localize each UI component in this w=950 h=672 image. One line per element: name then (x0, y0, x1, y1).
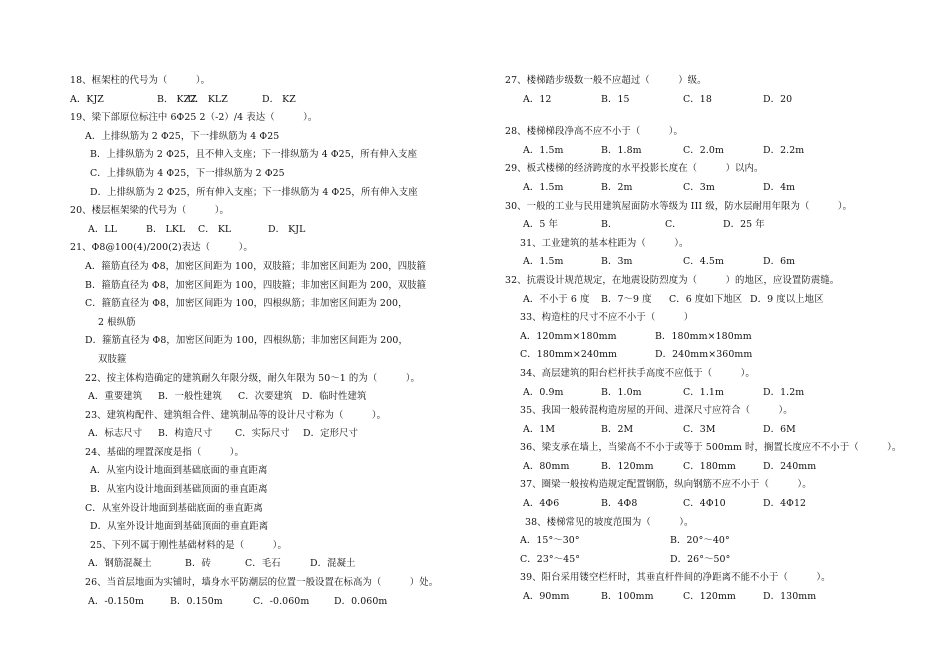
answer-option: B．15 (601, 93, 630, 105)
question-text: 24、基础的埋置深度是指（ ）。 (85, 446, 245, 458)
question-text: A．从室内设计地面到基础底面的垂直距离 (90, 465, 268, 477)
answer-option: B．一般性建筑 (158, 391, 222, 403)
answer-option: A．90mm (523, 591, 570, 603)
option-row (505, 458, 925, 477)
answer-option: A．LL (88, 223, 117, 235)
left-column (70, 72, 475, 611)
answer-option: B．20°～40° (670, 535, 730, 547)
question-text: D．从室外设计地面到基础顶面的垂直距离 (90, 521, 269, 533)
question-text: 28、楼梯梯段净高不应不小于（ ）。 (505, 126, 683, 138)
answer-option: A．1.5m (523, 144, 564, 156)
answer-option: A．15°～30° (520, 535, 580, 547)
question-text: 22、按主体构造确定的建筑耐久年限分级，耐久年限为 50～1 的为（ ）。 (85, 372, 420, 384)
answer-option: D．9 度以上地区 (750, 293, 824, 305)
question-text: 20、楼层框架梁的代号为（ ）。 (70, 205, 230, 217)
answer-option: C．次要建筑 (238, 391, 293, 403)
option-row (505, 179, 925, 198)
answer-option: A．KJZ (70, 93, 104, 105)
answer-option: C．23°～45° (520, 553, 581, 565)
option-row (505, 532, 925, 551)
answer-option: B． (601, 219, 618, 231)
right-column (505, 72, 925, 607)
question-text: 35、我国一般砖混构造房屋的开间、进深尺寸应符合（ ）。 (520, 405, 793, 417)
option-row (505, 216, 925, 235)
question-text: B．箍筋直径为 Φ8，加密区间距为 100，四肢箍；非加密区间距为 200，双肢箍 (85, 279, 427, 291)
answer-option: C．毛石 (245, 558, 281, 570)
option-row (70, 91, 475, 110)
answer-option: B．砖 (185, 558, 211, 570)
answer-option: A．0.9m (523, 386, 564, 398)
option-row (505, 588, 925, 607)
answer-option: D．240mm×360mm (655, 349, 753, 361)
answer-option: D．临时性建筑 (302, 391, 367, 403)
question-text: 21、Φ8@100(4)/200(2)表达（ ）。 (70, 242, 253, 254)
answer-option: C． KLZ (188, 93, 228, 105)
answer-option: D．2.2m (763, 144, 805, 156)
answer-option: D．4m (763, 181, 796, 193)
answer-option: C．6 度如下地区 (669, 293, 743, 305)
question-text: 34、高层建筑的阳台栏杆扶手高度不应低于（ ）。 (520, 367, 755, 379)
option-row (70, 593, 475, 612)
option-row (505, 91, 925, 110)
option-row (505, 421, 925, 440)
answer-option: A．80mm (523, 460, 570, 472)
answer-option: B．0.150m (170, 595, 223, 607)
answer-option: C． KL (198, 223, 232, 235)
question-text: 26、当首层地面为实铺时，墙身水平防潮层的位置一般设置在标高为（ ）处。 (85, 577, 439, 589)
answer-option: D． KJL (268, 223, 306, 235)
option-row (505, 142, 925, 161)
answer-option: C．4.5m (683, 256, 724, 268)
answer-option: C．1.1m (683, 386, 724, 398)
answer-option: A．12 (523, 93, 552, 105)
answer-option: A．钢筋混凝土 (88, 558, 152, 570)
answer-option: C． (665, 219, 682, 231)
question-text: 23、建筑构配件、建筑组合件、建筑制品等的设计尺寸称为（ ）。 (85, 409, 387, 421)
option-row (505, 551, 925, 570)
answer-option: C．180mm×240mm (520, 349, 618, 361)
option-row (70, 555, 475, 574)
option-row (505, 328, 925, 347)
answer-option: B．1.8m (601, 144, 642, 156)
answer-option: B．3m (601, 256, 633, 268)
question-text: B．从室内设计地面到基础顶面的垂直距离 (90, 484, 268, 496)
question-text: 37、圈梁一般按构造规定配置钢筋，纵向钢筋不应不小于（ ）。 (520, 479, 812, 491)
question-text: C．箍筋直径为 Φ8，加密区间距为 100，四根纵筋；非加密区间距为 200， (85, 298, 408, 310)
answer-option: B．4Φ8 (601, 498, 638, 510)
option-row (505, 253, 925, 272)
answer-option: B．2M (601, 423, 634, 435)
answer-option: B．2m (601, 181, 633, 193)
answer-option: A．1M (523, 423, 556, 435)
answer-option: D．混凝土 (310, 558, 356, 570)
answer-option: B．构造尺寸 (158, 428, 213, 440)
question-text: C．上排纵筋为 4 Φ25，下一排纵筋为 2 Φ25 (90, 167, 285, 179)
answer-option: D．1.2m (763, 386, 805, 398)
option-row (505, 495, 925, 514)
answer-option: D．20 (763, 93, 793, 105)
question-text: 29、板式楼梯的经济跨度的水平投影长度在（ ）以内。 (505, 163, 764, 175)
answer-option: D．6m (763, 256, 796, 268)
answer-option: D．4Φ12 (763, 498, 807, 510)
question-text: 33、构造柱的尺寸不应不小于（ ） (520, 312, 694, 324)
option-row (505, 384, 925, 403)
question-text: A．上排纵筋为 2 Φ25，下一排纵筋为 4 Φ25 (85, 130, 280, 142)
answer-option: B．100mm (601, 591, 654, 603)
answer-option: B．1.0m (601, 386, 642, 398)
question-text: A．箍筋直径为 Φ8，加密区间距为 100，双肢箍；非加密区间距为 200，四肢箍 (85, 260, 427, 272)
question-text: 31、工业建筑的基本柱距为（ ）。 (520, 237, 689, 249)
question-text: 39、阳台采用镂空栏杆时，其垂直杆件间的净距离不能不小于（ ）。 (520, 572, 831, 584)
answer-option: A．1.5m (523, 256, 564, 268)
answer-option: D．130mm (763, 591, 817, 603)
question-text: C．从室外设计地面到基础底面的垂直距离 (85, 502, 263, 514)
question-text: 2 根纵筋 (98, 316, 136, 328)
answer-option: B． LKL (146, 223, 186, 235)
answer-option: C．120mm (683, 591, 736, 603)
question-text: 30、一般的工业与民用建筑屋面防水等级为 III 级，防水层耐用年限为（ ）。 (505, 200, 853, 212)
answer-option: C．实际尺寸 (235, 428, 290, 440)
answer-option: A．不小于 6 度 (523, 293, 590, 305)
question-text: 27、楼梯踏步级数一般不应超过（ ）级。 (505, 75, 707, 86)
answer-option: C．3M (683, 423, 716, 435)
answer-option: C．180mm (683, 460, 736, 472)
question-text: 38、楼梯常见的坡度范围为（ ）。 (525, 516, 694, 528)
question-text: 双肢箍 (98, 353, 127, 365)
option-row (70, 425, 475, 444)
question-text: 36、梁支承在墙上，当梁高不不小于或等于 500mm 时，搁置长度应不不小于（ ）。 (520, 442, 902, 454)
answer-option: A．1.5m (523, 181, 564, 193)
answer-option: C．4Φ10 (683, 498, 726, 510)
option-row (70, 388, 475, 407)
answer-option: C．3m (683, 181, 715, 193)
answer-option: B．120mm (601, 460, 654, 472)
answer-option: B．7～9 度 (601, 293, 652, 305)
answer-option: D．240mm (763, 460, 817, 472)
option-row (70, 221, 475, 240)
option-row (505, 346, 925, 365)
answer-option: A．标志尺寸 (88, 428, 143, 440)
answer-option: B． KZZ (157, 93, 197, 105)
answer-option: A．4Φ6 (523, 498, 560, 510)
question-text: D．上排纵筋为 2 Φ25，所有伸入支座；下一排纵筋为 4 Φ25，所有伸入支座 (90, 186, 418, 198)
answer-option: C．2.0m (683, 144, 724, 156)
answer-option: D．6M (763, 423, 796, 435)
answer-option: D．26°～50° (670, 553, 731, 565)
question-text: 18、框架柱的代号为（ ）。 (70, 75, 211, 86)
answer-option: A．重要建筑 (88, 391, 143, 403)
question-text: 32、抗震设计规范规定，在地震设防烈度为（ ）的地区，应设置防震缝。 (505, 274, 840, 286)
answer-option: A．-0.150m (88, 595, 144, 607)
answer-option: D．定形尺寸 (303, 428, 358, 440)
question-text: 19、梁下部原位标注中 6Φ25 2（-2）/4 表达（ ）。 (70, 112, 318, 124)
answer-option: B．180mm×180mm (655, 330, 752, 342)
answer-option: C．-0.060m (253, 595, 310, 607)
answer-option: D．25 年 (723, 219, 765, 231)
answer-option: A．120mm×180mm (520, 330, 617, 342)
question-text: 25、下列不属于刚性基础材料的是（ ）。 (90, 539, 287, 551)
option-row (505, 291, 925, 310)
question-text: B．上排纵筋为 2 Φ25，且不伸入支座；下一排纵筋为 4 Φ25，所有伸入支座 (90, 149, 418, 161)
answer-option: A．5 年 (523, 219, 558, 231)
answer-option: D． KZ (262, 93, 296, 105)
answer-option: C．18 (683, 93, 712, 105)
question-text: D．箍筋直径为 Φ8，加密区间距为 100，四根纵筋；非加密区间距为 200， (85, 335, 408, 347)
answer-option: D．0.060m (334, 595, 388, 607)
